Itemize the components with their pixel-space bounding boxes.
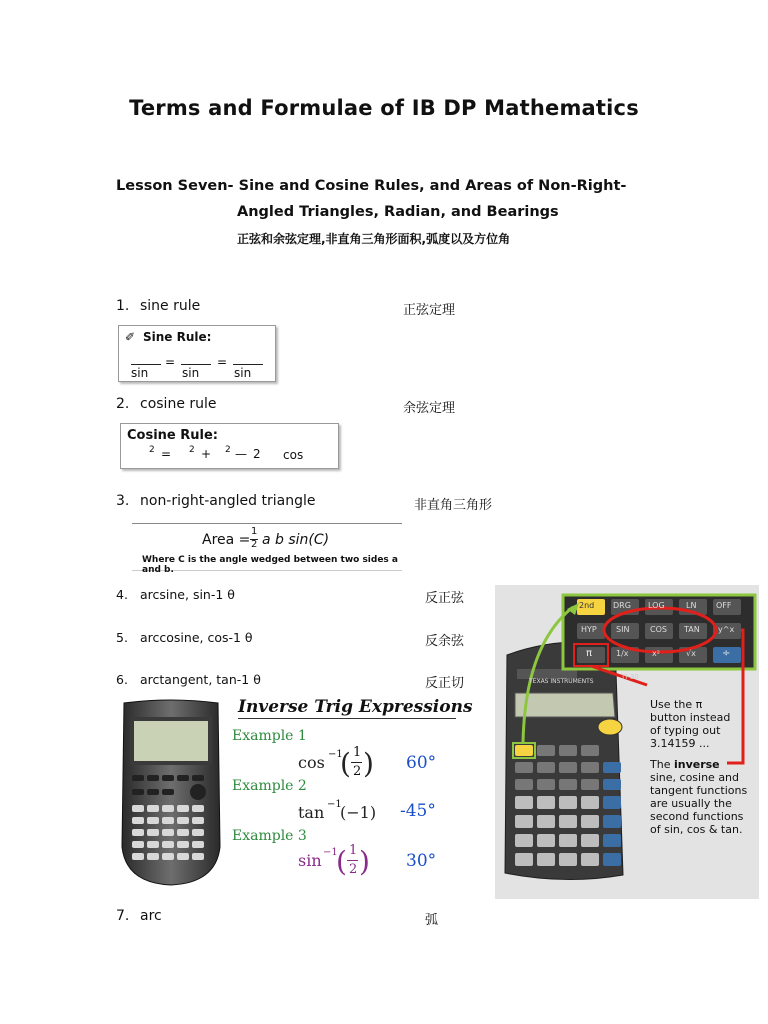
key-sin: SIN — [616, 625, 630, 634]
cosine-exp-2: 2 — [189, 445, 195, 455]
svg-text:TI-30: TI-30 — [621, 673, 639, 681]
area-label: Area = — [202, 532, 251, 548]
term-number-3: 3. — [116, 493, 130, 509]
cosine-cos: cos — [283, 448, 304, 462]
example-1-frac-num: 1 — [353, 745, 362, 760]
key-square: x² — [652, 649, 660, 658]
key-reciprocal: 1/x — [616, 649, 629, 658]
term-arccosine: arccosine, cos-1 θ — [140, 630, 253, 645]
example-3-paren-close: ) — [359, 845, 370, 878]
key-log: LOG — [648, 601, 665, 610]
sine-rule-label: Sine Rule: — [143, 330, 212, 344]
cosine-exp-1: 2 — [149, 445, 155, 455]
key-ln: LN — [686, 601, 697, 610]
term-cosine-rule: cosine rule — [140, 396, 217, 412]
pencil-icon: ✐ — [125, 330, 136, 344]
example-2-value: -45° — [400, 801, 436, 821]
lesson-heading-line2: Angled Triangles, Radian, and Bearings — [237, 204, 559, 220]
term-arc-zh: 弧 — [425, 913, 439, 928]
example-1-inverse-exp: −1 — [328, 749, 343, 760]
term-arccosine-zh: 反余弦 — [425, 634, 465, 649]
area-expression: a b sin(C) — [262, 532, 330, 548]
term-non-right-angled-triangle-zh: 非直角三角形 — [414, 498, 493, 513]
example-1-label: Example 1 — [232, 728, 307, 744]
example-1-value: 60° — [406, 753, 437, 773]
term-number-1: 1. — [116, 298, 130, 314]
term-number-6: 6. — [116, 672, 128, 687]
document-title: Terms and Formulae of IB DP Mathematics — [129, 96, 639, 120]
key-tan: TAN — [684, 625, 700, 634]
cosine-equals: = — [161, 447, 172, 461]
lesson-heading-chinese: 正弦和余弦定理,非直角三角形面积,弧度以及方位角 — [237, 232, 511, 246]
sine-rule-equals-1: = — [165, 355, 176, 369]
sine-rule-box — [118, 325, 276, 382]
term-arc: arc — [140, 908, 162, 924]
example-1-paren-open: ( — [340, 747, 351, 780]
inverse-trig-title: Inverse Trig Expressions — [238, 697, 473, 717]
term-number-7: 7. — [116, 908, 130, 924]
key-2nd: 2nd — [579, 601, 595, 610]
area-half-den: 2 — [251, 539, 258, 550]
term-sine-rule: sine rule — [140, 298, 201, 314]
example-3-paren-open: ( — [336, 845, 347, 878]
key-divide: ÷ — [722, 648, 731, 659]
example-1-frac-den: 2 — [353, 764, 362, 779]
sine-rule-sin-3: sin — [234, 366, 252, 380]
sine-rule-equals-2: = — [217, 355, 228, 369]
key-cos: COS — [650, 625, 667, 634]
area-half-num: 1 — [251, 526, 258, 537]
calc-brand: TEXAS INSTRUMENTS — [529, 678, 594, 685]
example-2-label: Example 2 — [232, 778, 307, 794]
example-3-func: sin — [298, 851, 322, 870]
term-arctangent: arctangent, tan-1 θ — [140, 672, 261, 687]
sine-rule-sin-1: sin — [131, 366, 149, 380]
example-3-frac-num: 1 — [349, 843, 358, 858]
example-3-value: 30° — [406, 851, 437, 871]
example-2-func: tan — [298, 803, 325, 822]
term-number-5: 5. — [116, 630, 128, 645]
cosine-rule-label: Cosine Rule: — [127, 428, 218, 443]
area-formula-box — [132, 523, 402, 575]
example-1-func: cos — [298, 753, 325, 772]
lesson-heading-line1: Lesson Seven- Sine and Cosine Rules, and Areas of Non-Right- — [116, 178, 627, 194]
term-number-4: 4. — [116, 587, 128, 602]
term-arctangent-zh: 反正切 — [425, 676, 465, 691]
term-cosine-rule-zh: 余弦定理 — [403, 401, 456, 416]
example-2-inverse-exp: −1 — [327, 799, 342, 810]
term-number-2: 2. — [116, 396, 130, 412]
term-sine-rule-zh: 正弦定理 — [403, 303, 456, 318]
example-3-frac-den: 2 — [349, 862, 358, 877]
example-2-arg: (−1) — [340, 803, 377, 822]
calculator-note: Use the π button instead of typing out 3.14159 ... The inverse sine, cosine and tangent functions are usually the second functions of sin, cos & tan. — [650, 698, 748, 836]
graphing-calculator-icon — [116, 697, 226, 887]
key-yx: y^x — [718, 625, 735, 634]
sine-rule-sin-2: sin — [182, 366, 200, 380]
term-arcsine-zh: 反正弦 — [425, 591, 465, 606]
example-1-paren-close: ) — [363, 747, 374, 780]
inverse-trig-figure — [116, 697, 476, 887]
term-non-right-angled-triangle: non-right-angled triangle — [140, 493, 316, 509]
example-3-label: Example 3 — [232, 828, 307, 844]
example-3-inverse-exp: −1 — [323, 847, 338, 858]
cosine-plus: + — [201, 447, 212, 461]
cosine-minus: — — [235, 447, 247, 461]
scientific-calculator-figure — [495, 585, 759, 899]
key-off: OFF — [716, 601, 732, 610]
area-caption: Where C is the angle wedged between two sides a and b. — [142, 555, 398, 575]
cosine-rule-box — [120, 423, 339, 469]
key-hyp: HYP — [581, 625, 597, 634]
key-drg: DRG — [613, 601, 631, 610]
cosine-two: 2 — [253, 447, 261, 461]
term-arcsine: arcsine, sin-1 θ — [140, 587, 235, 602]
key-sqrt: √x — [686, 649, 696, 658]
cosine-exp-3: 2 — [225, 445, 231, 455]
key-pi: π — [586, 648, 593, 659]
